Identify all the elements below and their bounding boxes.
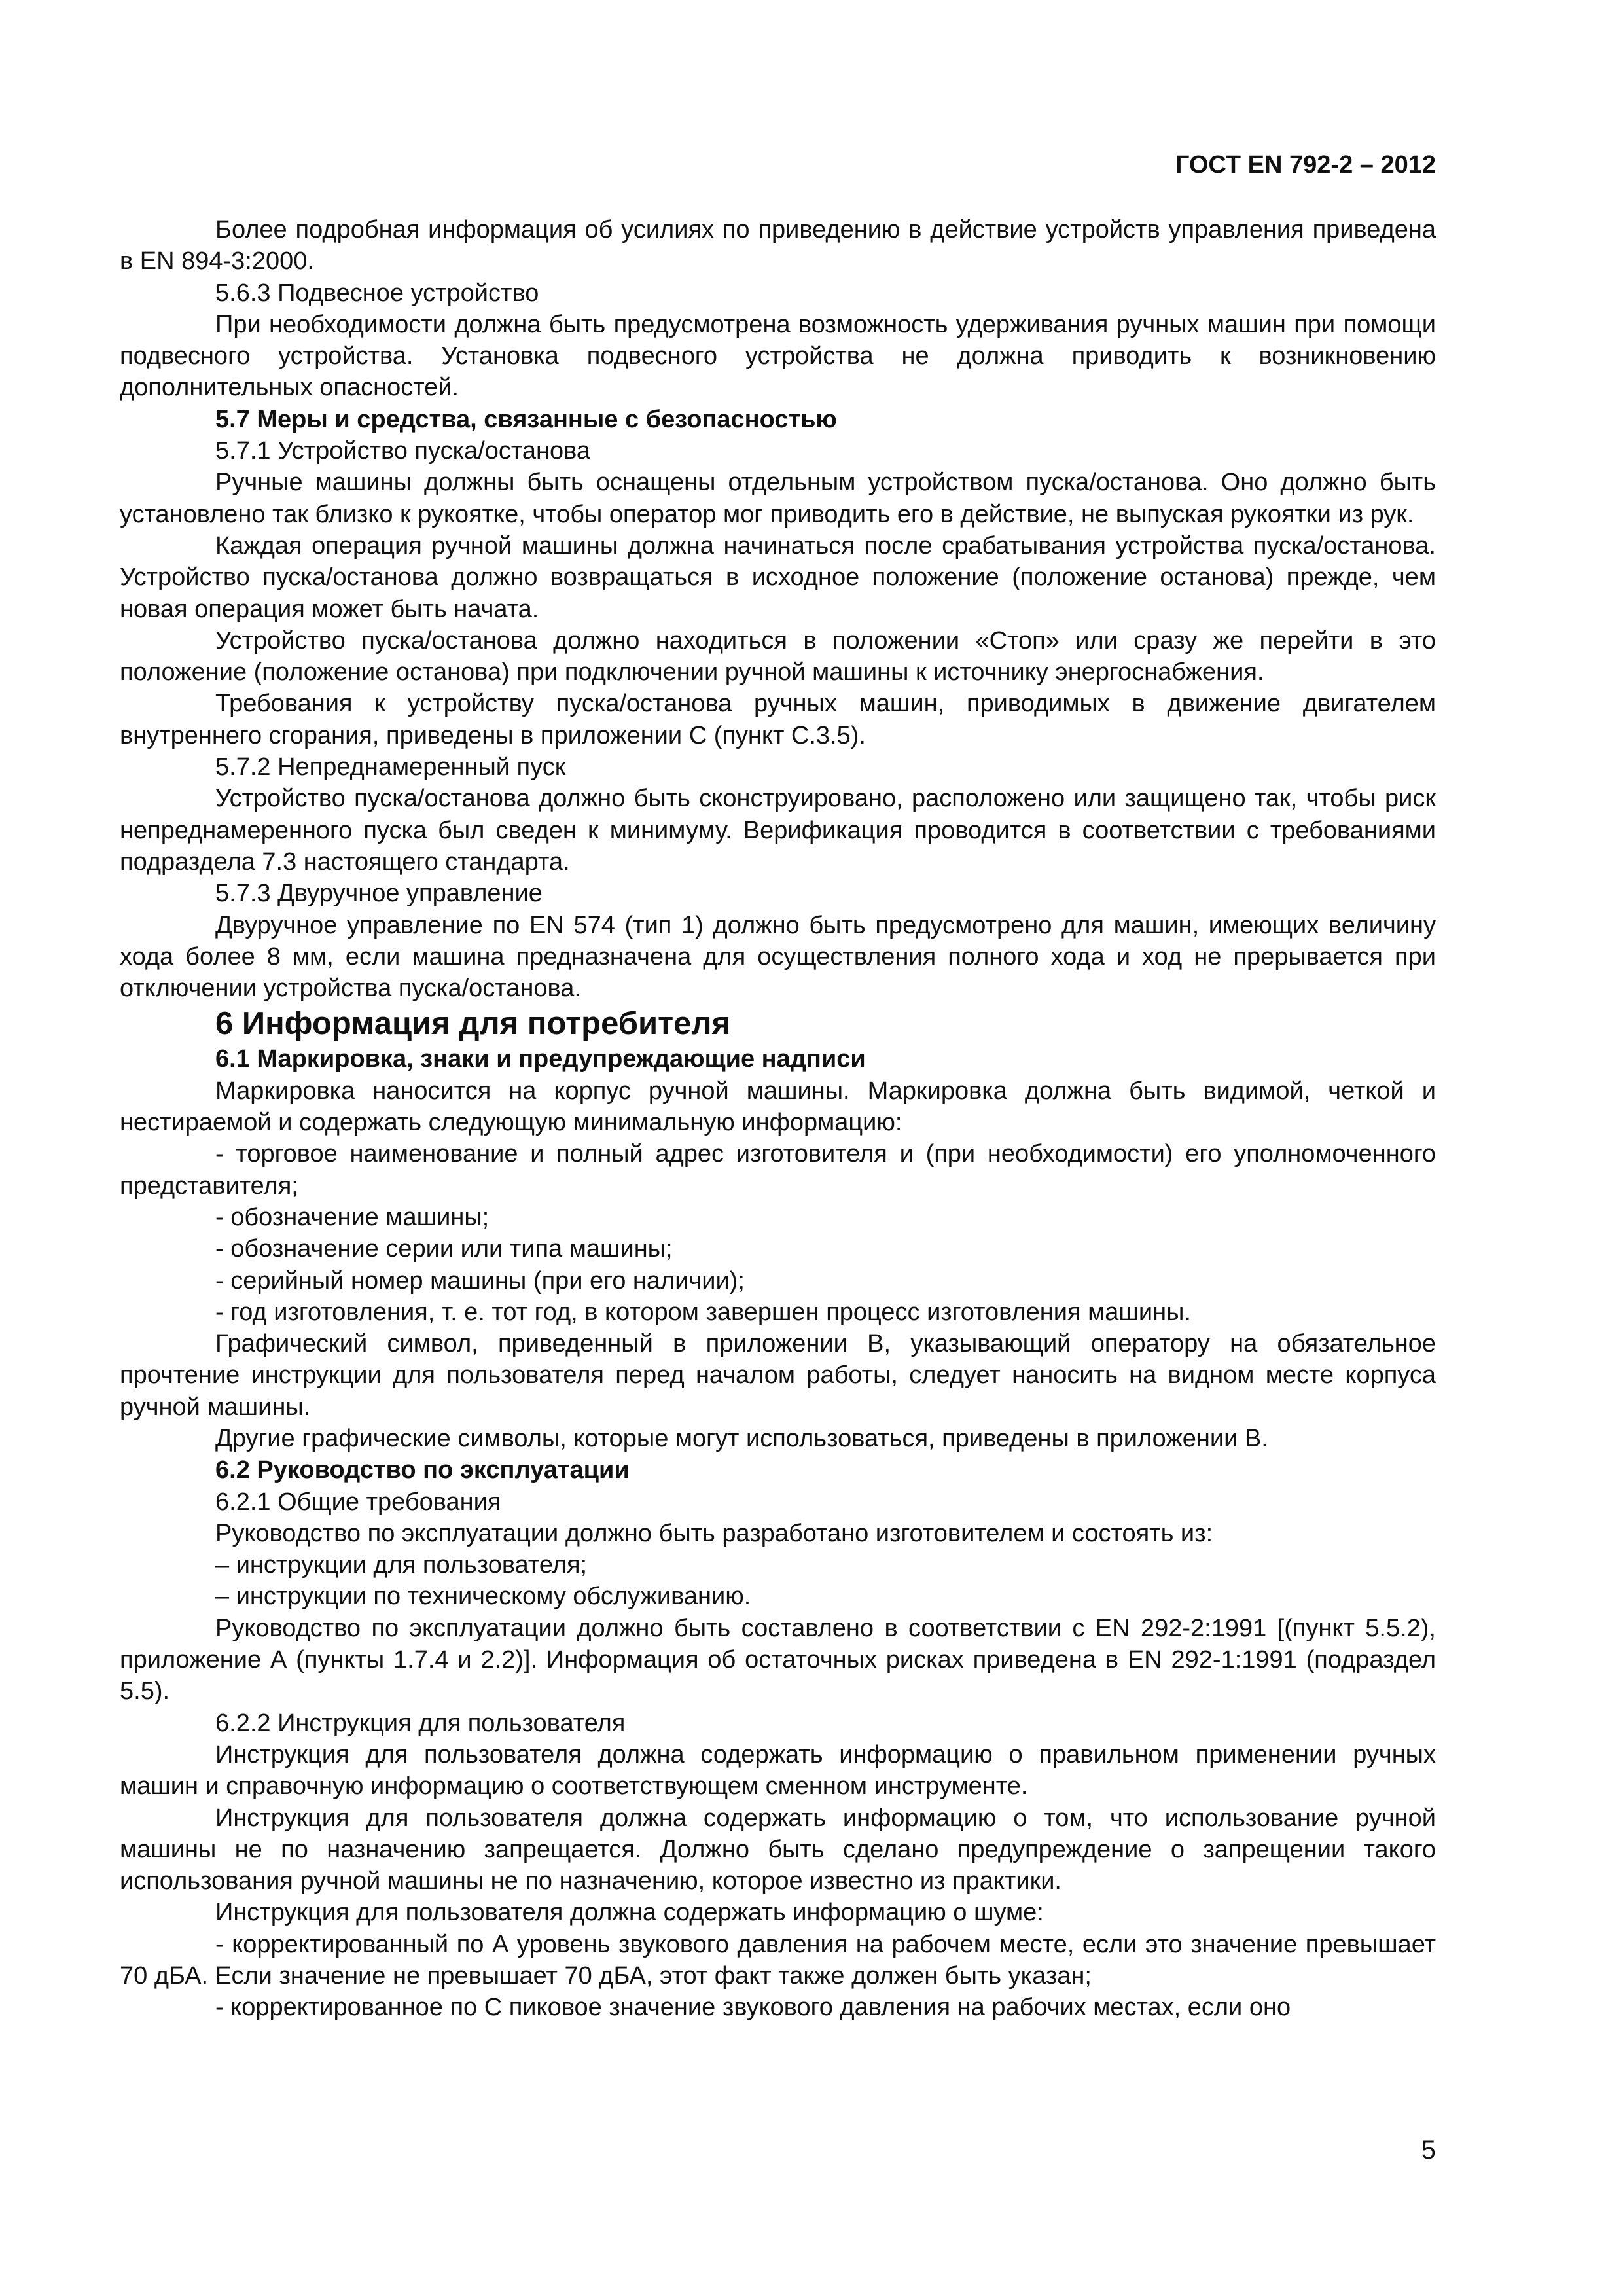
paragraph: Инструкция для пользователя должна содержать информацию о шуме: [215,1899,1044,1927]
subsection-heading: 6.2.1 Общие требования [215,1488,501,1516]
paragraph: Устройство пуска/останова должно находиться в положении «Стоп» или сразу же перейти в это положение (положение останова) при подключении ручной машины к источнику энергоснабжения. [120,626,1436,687]
subsection-heading: 5.6.3 Подвесное устройство [215,279,539,307]
paragraph: Маркировка наносится на корпус ручной машины. Маркировка должна быть видимой, четкой и нестираемой и содержать следующую минимальную информацию: [120,1077,1436,1137]
paragraph: Инструкция для пользователя должна содержать информацию о правильном применении ручных машин и справочную информацию о соответствующем сменном инструменте. [120,1740,1436,1801]
list-item: - корректированный по А уровень звукового давления на рабочем месте, если это значение превышает 70 дБА. Если значение не превышает 70 дБА, этот факт также должен быть указан; [120,1930,1436,1990]
paragraph: Ручные машины должны быть оснащены отдельным устройством пуска/останова. Оно должно быть установлено так близко к рукоятке, чтобы оператор мог приводить его в действие, не выпуская рукоятки из рук. [120,469,1436,528]
subsection-heading: 5.7.3 Двуручное управление [215,880,543,908]
subsection-heading: 5.7.1 Устройство пуска/останова [215,437,590,465]
paragraph: Руководство по эксплуатации должно быть разработано изготовителем и состоять из: [215,1519,1213,1547]
list-item: - корректированное по С пиковое значение звукового давления на рабочих местах, если оно [215,1994,1291,2022]
list-item: - торговое наименование и полный адрес изготовителя и (при необходимости) его уполномоченного представителя; [120,1140,1436,1200]
paragraph: Двуручное управление по EN 574 (тип 1) должно быть предусмотрено для машин, имеющих величину хода более 8 мм, если машина предназначена для осуществления полного хода и ход не прерывается при отключении устройства пуска/останова. [120,911,1436,1003]
paragraph: Каждая операция ручной машины должна начинаться после срабатывания устройства пуска/останова. Устройство пуска/останова должно возвращаться в исходное положение (положение останова) прежде, чем новая операция может быть начата. [120,531,1436,623]
paragraph: Устройство пуска/останова должно быть сконструировано, расположено или защищено так, чтобы риск непреднамеренного пуска был сведен к минимуму. Верификация проводится в соответствии с требованиями подраздела 7.3 настоящего стандарта. [120,785,1436,876]
section-heading: 6.1 Маркировка, знаки и предупреждающие надписи [215,1045,866,1073]
list-item: - серийный номер машины (при его наличии); [215,1266,745,1295]
paragraph: Более подробная информация об усилиях по приведению в действие устройств управления приведена в EN 894-3:2000. [120,216,1436,276]
subsection-heading: 6.2.2 Инструкция для пользователя [215,1709,626,1737]
list-item: - год изготовления, т. е. тот год, в котором завершен процесс изготовления машины. [215,1298,1191,1326]
page-number: 5 [1421,2136,1436,2164]
document-body [120,214,1436,2024]
paragraph: Требования к устройству пуска/останова ручных машин, приводимых в движение двигателем внутреннего сгорания, приведены в приложении С (пункт С.3.5). [120,690,1436,749]
paragraph: Графический символ, приведенный в приложении В, указывающий оператору на обязательное прочтение инструкции для пользователя перед началом работы, следует наносить на видном месте корпуса ручной машины. [120,1330,1436,1421]
paragraph: Руководство по эксплуатации должно быть составлено в соответствии с EN 292-2:1991 [(пункт 5.5.2), приложение А (пункты 1.7.4 и 2.2)]. Информация об остаточных рисках приведена в EN 292-1:1991 (подраздел 5.5). [120,1614,1436,1706]
list-item: - обозначение машины; [215,1203,490,1231]
section-heading: 5.7 Меры и средства, связанные с безопасностью [215,405,837,433]
list-item: - обозначение серии или типа машины; [215,1235,673,1263]
paragraph: Инструкция для пользователя должна содержать информацию о том, что использование ручной машины не по назначению запрещается. Должно быть сделано предупреждение о запрещении такого использования ручной машины не по назначению, которое известно из практики. [120,1804,1436,1895]
paragraph: При необходимости должна быть предусмотрена возможность удерживания ручных машин при помощи подвесного устройства. Установка подвесного устройства не должна приводить к возникновению дополнительных опасностей. [120,310,1436,402]
subsection-heading: 5.7.2 Непреднамеренный пуск [215,753,566,781]
list-item: – инструкции по техническому обслуживанию. [215,1583,751,1611]
chapter-heading: 6 Информация для потребителя [215,1006,731,1042]
document-designation: ГОСТ EN 792-2 – 2012 [1175,151,1436,179]
paragraph: Другие графические символы, которые могут использоваться, приведены в приложении В. [215,1424,1268,1452]
section-heading: 6.2 Руководство по эксплуатации [215,1456,630,1484]
list-item: – инструкции для пользователя; [215,1551,588,1579]
